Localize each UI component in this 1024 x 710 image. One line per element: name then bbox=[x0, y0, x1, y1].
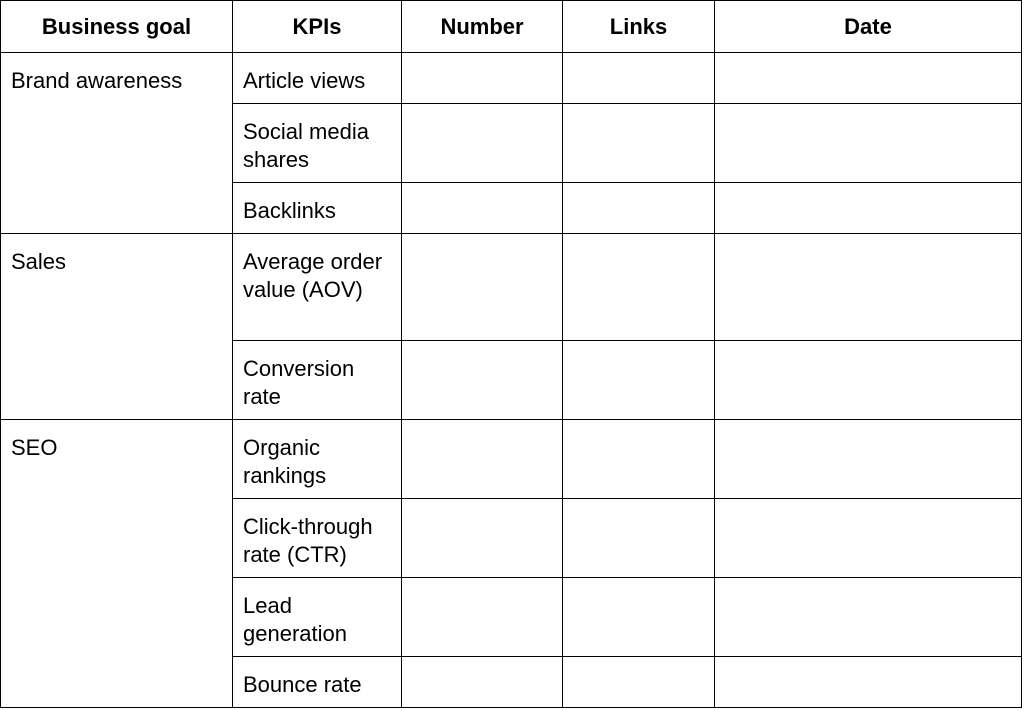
number-cell[interactable] bbox=[402, 341, 563, 420]
header-links: Links bbox=[563, 1, 715, 53]
kpi-label: Click-through rate (CTR) bbox=[243, 514, 373, 567]
kpi-label: Bounce rate bbox=[243, 672, 362, 697]
kpi-cell bbox=[233, 578, 402, 657]
kpi-cell bbox=[233, 183, 402, 234]
links-cell[interactable] bbox=[563, 53, 715, 104]
links-cell[interactable] bbox=[563, 578, 715, 657]
table-row bbox=[1, 53, 1022, 104]
date-cell[interactable] bbox=[715, 657, 1022, 708]
number-cell[interactable] bbox=[402, 499, 563, 578]
links-cell[interactable] bbox=[563, 341, 715, 420]
number-cell[interactable] bbox=[402, 234, 563, 341]
goal-cell-sales bbox=[1, 234, 233, 420]
number-cell[interactable] bbox=[402, 53, 563, 104]
date-cell[interactable] bbox=[715, 234, 1022, 341]
kpi-cell bbox=[233, 234, 402, 341]
kpi-cell bbox=[233, 104, 402, 183]
kpi-label: Conversion rate bbox=[243, 356, 355, 409]
goal-cell-seo bbox=[1, 420, 233, 708]
kpi-cell bbox=[233, 657, 402, 708]
header-date: Date bbox=[715, 1, 1022, 53]
goal-cell-brand-awareness bbox=[1, 53, 233, 234]
links-cell[interactable] bbox=[563, 104, 715, 183]
links-cell[interactable] bbox=[563, 183, 715, 234]
links-cell[interactable] bbox=[563, 420, 715, 499]
kpi-cell bbox=[233, 420, 402, 499]
links-cell[interactable] bbox=[563, 657, 715, 708]
number-cell[interactable] bbox=[402, 657, 563, 708]
goal-label: SEO bbox=[11, 435, 58, 460]
kpi-label: Social media shares bbox=[243, 119, 369, 172]
kpi-label: Lead generation bbox=[243, 593, 347, 646]
date-cell[interactable] bbox=[715, 341, 1022, 420]
date-cell[interactable] bbox=[715, 420, 1022, 499]
table-row bbox=[1, 420, 1022, 499]
number-cell[interactable] bbox=[402, 578, 563, 657]
kpi-cell bbox=[233, 499, 402, 578]
goal-label: Sales bbox=[11, 249, 67, 274]
date-cell[interactable] bbox=[715, 578, 1022, 657]
kpi-label: Backlinks bbox=[243, 198, 336, 223]
kpi-cell bbox=[233, 341, 402, 420]
table-row bbox=[1, 234, 1022, 341]
links-cell[interactable] bbox=[563, 499, 715, 578]
date-cell[interactable] bbox=[715, 183, 1022, 234]
header-number: Number bbox=[402, 1, 563, 53]
kpi-label: Average order value (AOV) bbox=[243, 249, 383, 302]
number-cell[interactable] bbox=[402, 420, 563, 499]
number-cell[interactable] bbox=[402, 104, 563, 183]
date-cell[interactable] bbox=[715, 499, 1022, 578]
header-row bbox=[1, 1, 1022, 53]
links-cell[interactable] bbox=[563, 234, 715, 341]
goal-label: Brand awareness bbox=[11, 68, 183, 93]
kpi-label: Article views bbox=[243, 68, 366, 93]
number-cell[interactable] bbox=[402, 183, 563, 234]
kpi-cell bbox=[233, 53, 402, 104]
date-cell[interactable] bbox=[715, 53, 1022, 104]
date-cell[interactable] bbox=[715, 104, 1022, 183]
kpi-label: Organic rankings bbox=[243, 435, 327, 488]
header-business-goal: Business goal bbox=[1, 1, 233, 53]
header-kpis: KPIs bbox=[233, 1, 402, 53]
